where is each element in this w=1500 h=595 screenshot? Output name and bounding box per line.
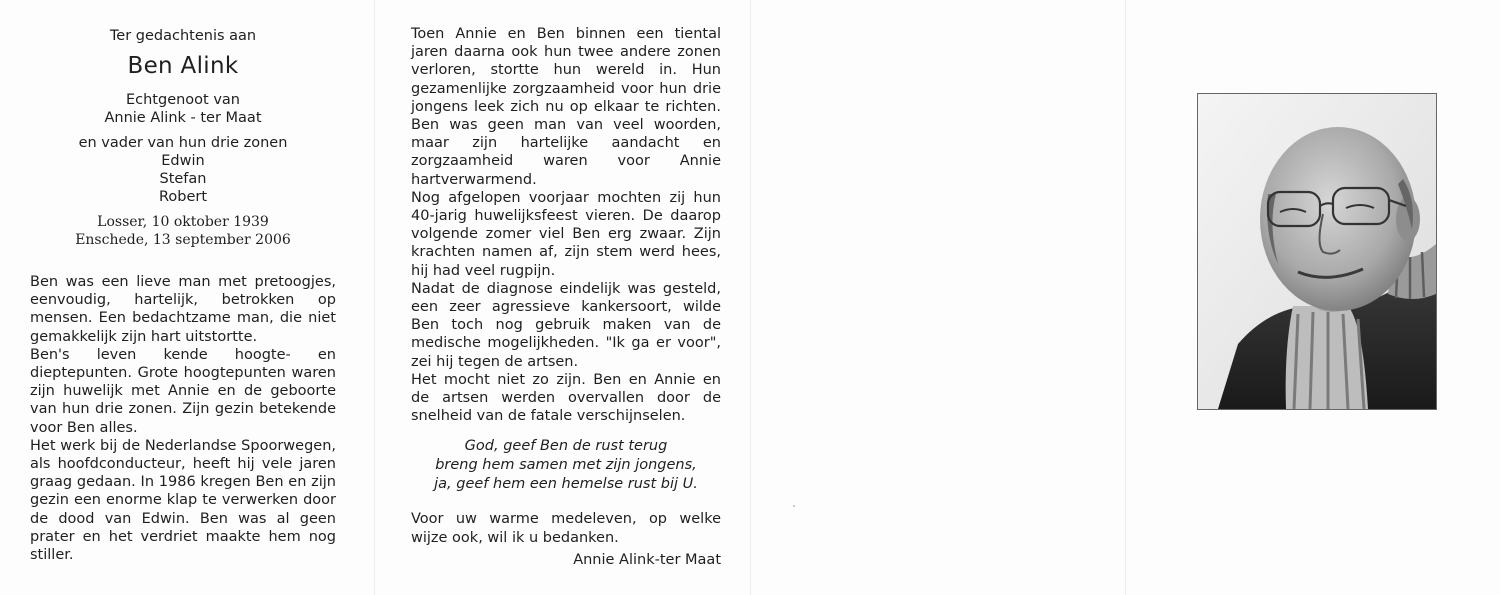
signature: Annie Alink-ter Maat: [573, 551, 721, 568]
speck: [793, 505, 795, 507]
middle-body-text: [411, 25, 721, 425]
fold-line: [1125, 0, 1126, 595]
middle-column: [411, 25, 721, 569]
birth-date: Losser, 10 oktober 1939: [97, 214, 269, 230]
children-intro: en vader van hun drie zonen: [78, 135, 288, 151]
son-name: Robert: [158, 189, 208, 205]
intro-text: Ter gedachtenis aan: [109, 28, 257, 44]
poem-line: ja, geef hem een hemelse rust bij U.: [434, 476, 698, 493]
paragraph: Het werk bij de Nederlandse Spoorwegen, als hoofdconducteur, heeft hij vele jaren graag gedaan. In 1986 kregen Ben en zijn gezin een enorme klap te verwerken door de dood van Edwin. Ben was al geen prater en het verdriet maakte hem nog stiller.: [30, 437, 336, 564]
left-body-text: [30, 273, 336, 564]
left-column: [30, 27, 336, 564]
poem-line: God, geef Ben de rust terug: [464, 438, 668, 455]
portrait-photo: [1197, 93, 1437, 410]
son-name: Edwin: [161, 153, 205, 169]
spouse-name: Annie Alink - ter Maat: [104, 110, 262, 126]
paragraph: Ben's leven kende hoogte- en dieptepunten. Grote hoogtepunten waren zijn huwelijk met Annie en de geboorte van hun drie zonen. Zijn gezin betekende voor Ben alles.: [30, 346, 336, 436]
fold-line: [374, 0, 375, 595]
portrait-illustration: [1198, 94, 1436, 409]
paragraph: Nog afgelopen voorjaar mochten zij hun 40-jarig huwelijksfeest vieren. De daarop volgende zomer viel Ben erg zwaar. Zijn krachten namen af, zijn stem werd hees, hij had veel rugpijn.: [411, 189, 721, 279]
poem: [411, 437, 721, 494]
son-name: Stefan: [159, 171, 207, 187]
fold-line: [750, 0, 751, 595]
spouse-intro: Echtgenoot van: [125, 92, 241, 108]
paragraph: Het mocht niet zo zijn. Ben en Annie en de artsen werden overvallen door de snelheid van de fatale verschijnselen.: [411, 371, 721, 425]
thanks-paragraph: Voor uw warme medeleven, op welke wijze ook, wil ik u bedanken.: [411, 511, 721, 546]
paragraph: Ben was een lieve man met pretoogjes, eenvoudig, hartelijk, betrokken op mensen. Een bedachtzame man, die niet gemakkelijk zijn hart uitstortte.: [30, 274, 336, 345]
paragraph: Nadat de diagnose eindelijk was gesteld, een zeer agressieve kankersoort, wilde Ben toch nog gebruik maken van de medische mogelijkheden. "Ik ga er voor", zei hij tegen de artsen.: [411, 280, 721, 370]
card-header: [30, 27, 336, 249]
paragraph: Toen Annie en Ben binnen een tiental jaren daarna ook hun twee andere zonen verloren, stortte hun wereld in. Hun gezamenlijke zorgzaamheid voor hun drie jongens leek zich nu op elkaar te richten. Ben was geen man van veel woorden, maar zijn hartelijke aandacht en zorgzaamheid waren voor Annie hartverwarmend.: [411, 26, 721, 188]
poem-line: breng hem samen met zijn jongens,: [435, 457, 697, 474]
thanks-text: [411, 510, 721, 546]
deceased-name: Ben Alink: [127, 53, 239, 79]
death-date: Enschede, 13 september 2006: [75, 232, 291, 248]
